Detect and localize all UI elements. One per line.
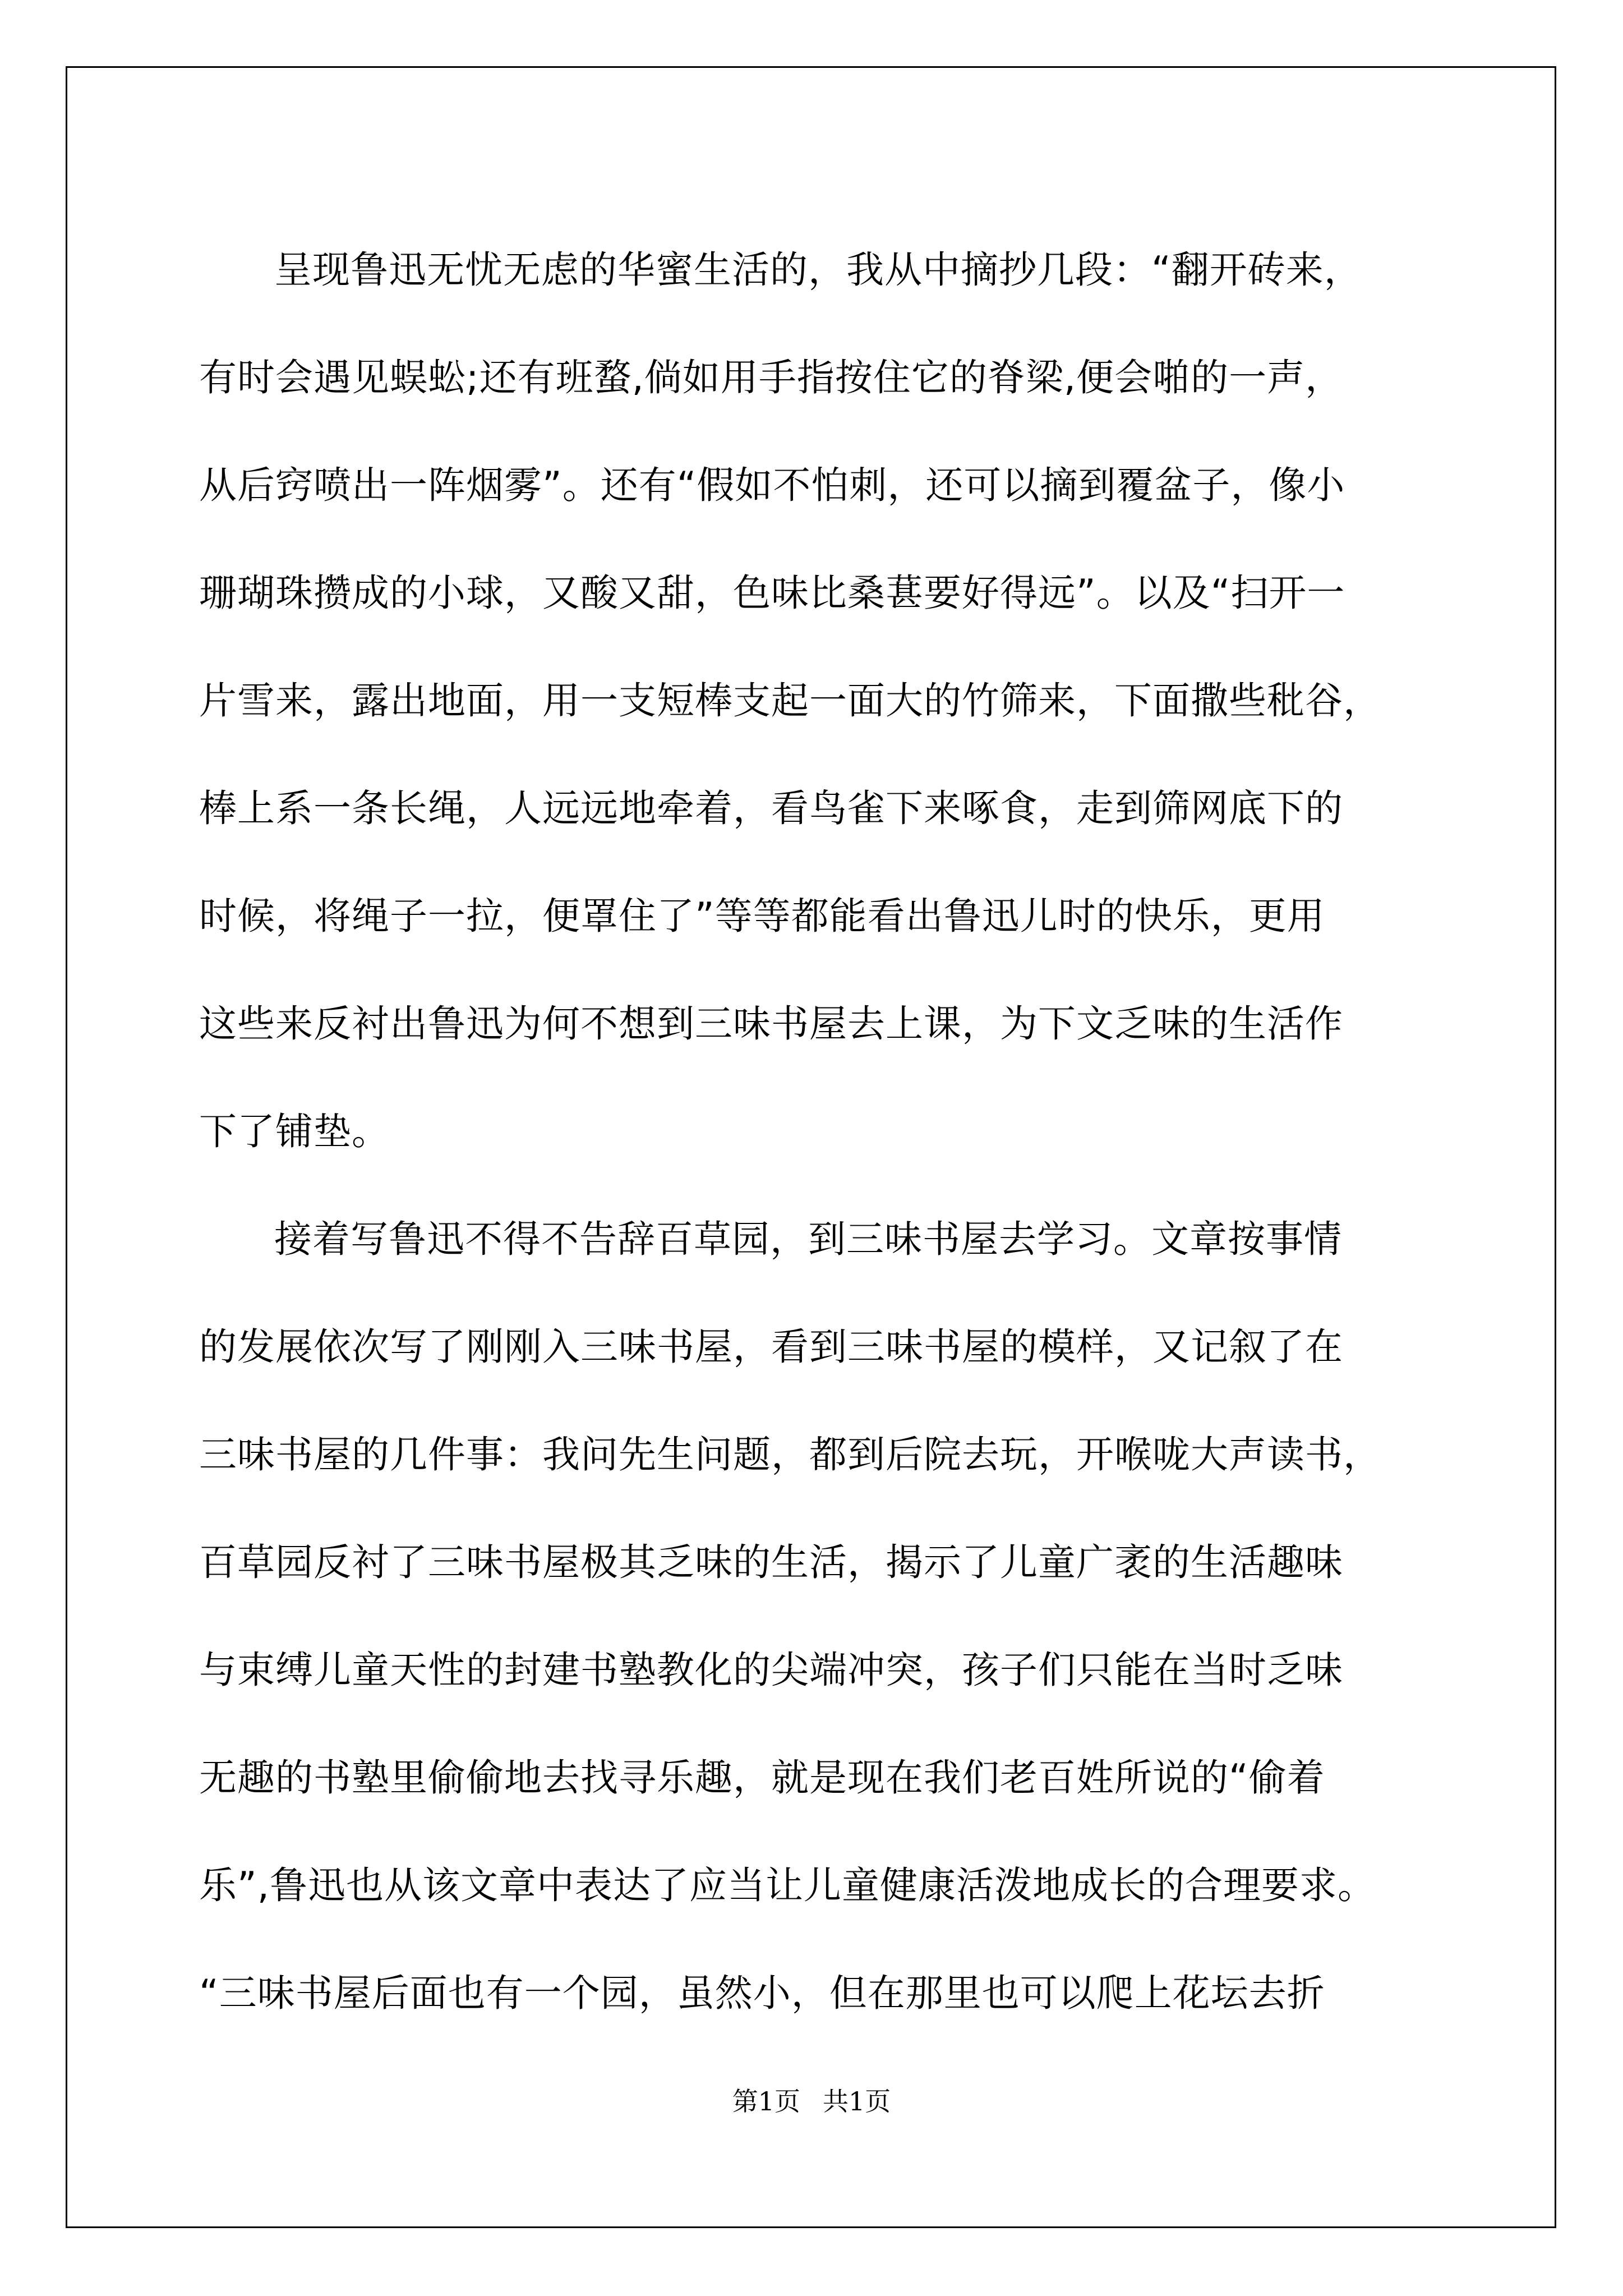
paragraph-2-line-1: 接着写鲁迅不得不告辞百草园，到三味书屋去学习。文章按事情 <box>274 1217 1342 1261</box>
paragraph-1-line-8: 这些来反衬出鲁迅为何不想到三味书屋去上课，为下文乏味的生活作 <box>199 1002 1343 1046</box>
paragraph-2-line-3: 三味书屋的几件事：我问先生问题，都到后院去玩，开喉咙大声读书， <box>199 1433 1381 1476</box>
paragraph-1-line-9: 下了铺垫。 <box>199 1110 390 1153</box>
paragraph-2-line-7: 乐”,鲁迅也从该文章中表达了应当让儿童健康活泼地成长的合理要求。 <box>199 1864 1376 1907</box>
paragraph-2-line-6: 无趣的书塾里偷偷地去找寻乐趣，就是现在我们老百姓所说的“偷着 <box>199 1756 1325 1800</box>
paragraph-1-line-7: 时候，将绳子一拉，便罩住了”等等都能看出鲁迅儿时的快乐，更用 <box>199 894 1325 938</box>
paragraph-3-line-1: “三味书屋后面也有一个园，虽然小，但在那里也可以爬上花坛去折 <box>199 1971 1325 2015</box>
paragraph-1-line-3: 从后窍喷出一阵烟雾”。还有“假如不怕刺，还可以摘到覆盆子，像小 <box>199 463 1345 507</box>
paragraph-2-line-4: 百草园反衬了三味书屋极其乏味的生活，揭示了儿童广袤的生活趣味 <box>199 1540 1343 1584</box>
paragraph-1-line-4: 珊瑚珠攒成的小球，又酸又甜，色味比桑葚要好得远”。以及“扫开一 <box>199 571 1345 615</box>
document-body <box>199 216 1450 2047</box>
page-total: 共1页 <box>823 2086 891 2116</box>
paragraph-2-line-2: 的发展依次写了刚刚入三味书屋，看到三味书屋的模样，又记叙了在 <box>199 1325 1343 1369</box>
page-number: 第1页 <box>732 2086 800 2116</box>
paragraph-1-line-6: 棒上系一条长绳，人远远地牵着，看鸟雀下来啄食，走到筛网底下的 <box>199 786 1343 830</box>
paragraph-1-line-1: 呈现鲁迅无忧无虑的华蜜生活的，我从中摘抄几段：“翻开砖来， <box>274 248 1362 292</box>
paragraph-1-line-5: 片雪来，露出地面，用一支短棒支起一面大的竹筛来，下面撒些秕谷， <box>199 679 1381 723</box>
paragraph-1-line-2: 有时会遇见蜈蚣;还有班蝥,倘如用手指按住它的脊梁,便会啪的一声， <box>199 356 1344 399</box>
page-footer <box>0 2085 1623 2118</box>
paragraph-2-line-5: 与束缚儿童天性的封建书塾教化的尖端冲突，孩子们只能在当时乏味 <box>199 1648 1343 1692</box>
